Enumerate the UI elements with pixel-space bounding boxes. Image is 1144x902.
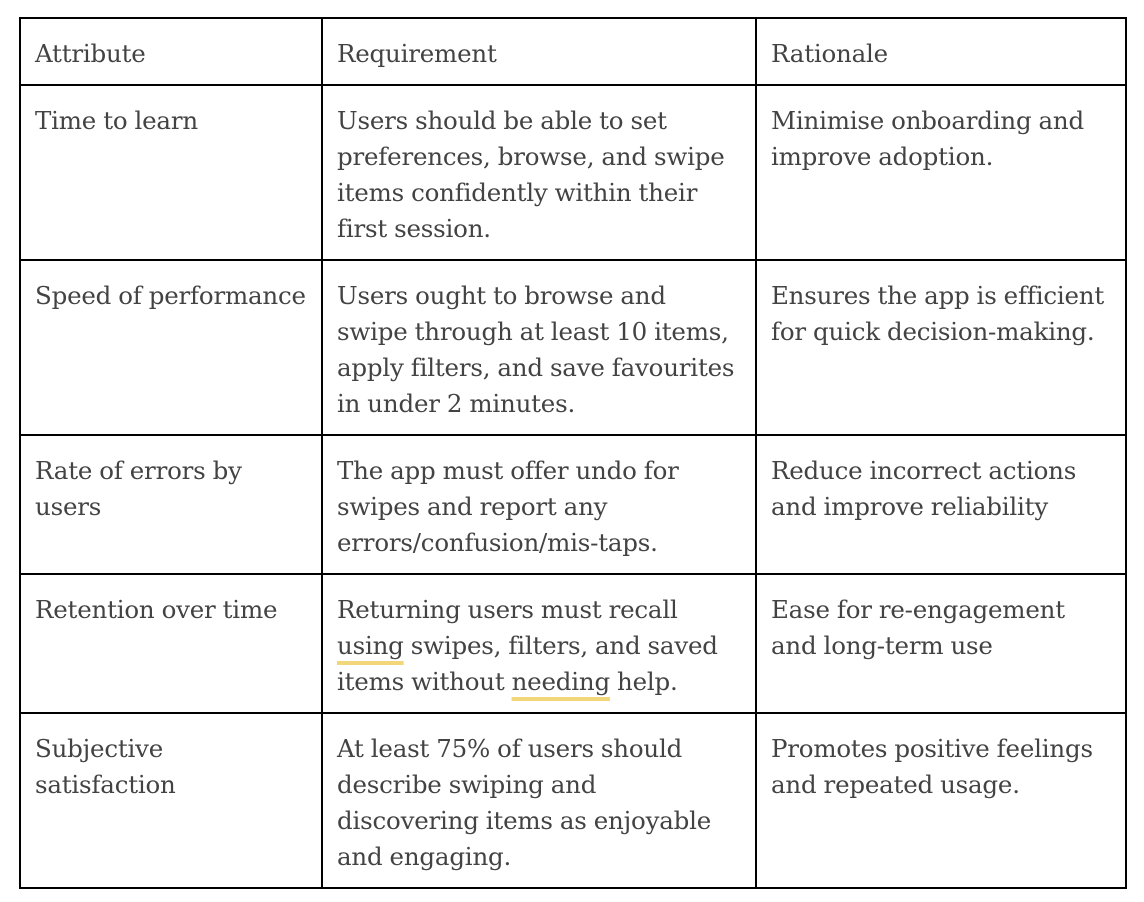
table-row <box>20 260 1126 435</box>
rationale-cell: Minimise onboarding and improve adoption. <box>756 85 1126 260</box>
requirement-cell: Users ought to browse and swipe through at least 10 items, apply filters, and save favourites in under 2 minutes. <box>322 260 756 435</box>
requirement-cell <box>322 574 756 713</box>
requirement-cell: The app must offer undo for swipes and report any errors/confusion/mis-taps. <box>322 435 756 574</box>
table-header-row <box>20 18 1126 85</box>
attribute-cell: Speed of performance <box>20 260 322 435</box>
attribute-cell: Time to learn <box>20 85 322 260</box>
usability-requirements-table <box>19 17 1127 889</box>
requirement-cell: At least 75% of users should describe swiping and discovering items as enjoyable and engaging. <box>322 713 756 888</box>
header-requirement: Requirement <box>322 18 756 85</box>
table-row <box>20 435 1126 574</box>
rationale-cell: Promotes positive feelings and repeated usage. <box>756 713 1126 888</box>
table-row <box>20 85 1126 260</box>
rationale-cell: Ensures the app is efficient for quick decision-making. <box>756 260 1126 435</box>
spelling-suggestion-underline[interactable]: using <box>337 631 404 660</box>
requirement-text: swipes, filters, and saved items without <box>337 631 718 696</box>
header-attribute: Attribute <box>20 18 322 85</box>
requirement-text: help. <box>609 667 678 696</box>
rationale-cell: Reduce incorrect actions and improve reliability <box>756 435 1126 574</box>
table-row <box>20 713 1126 888</box>
rationale-cell: Ease for re-engagement and long-term use <box>756 574 1126 713</box>
attribute-cell: Subjective satisfaction <box>20 713 322 888</box>
requirement-cell: Users should be able to set preferences, browse, and swipe items confidently within their first session. <box>322 85 756 260</box>
spelling-suggestion-underline[interactable]: needing <box>511 667 610 696</box>
table-row <box>20 574 1126 713</box>
header-rationale: Rationale <box>756 18 1126 85</box>
attribute-cell: Retention over time <box>20 574 322 713</box>
requirement-text: Returning users must recall <box>337 595 678 624</box>
attribute-cell: Rate of errors by users <box>20 435 322 574</box>
